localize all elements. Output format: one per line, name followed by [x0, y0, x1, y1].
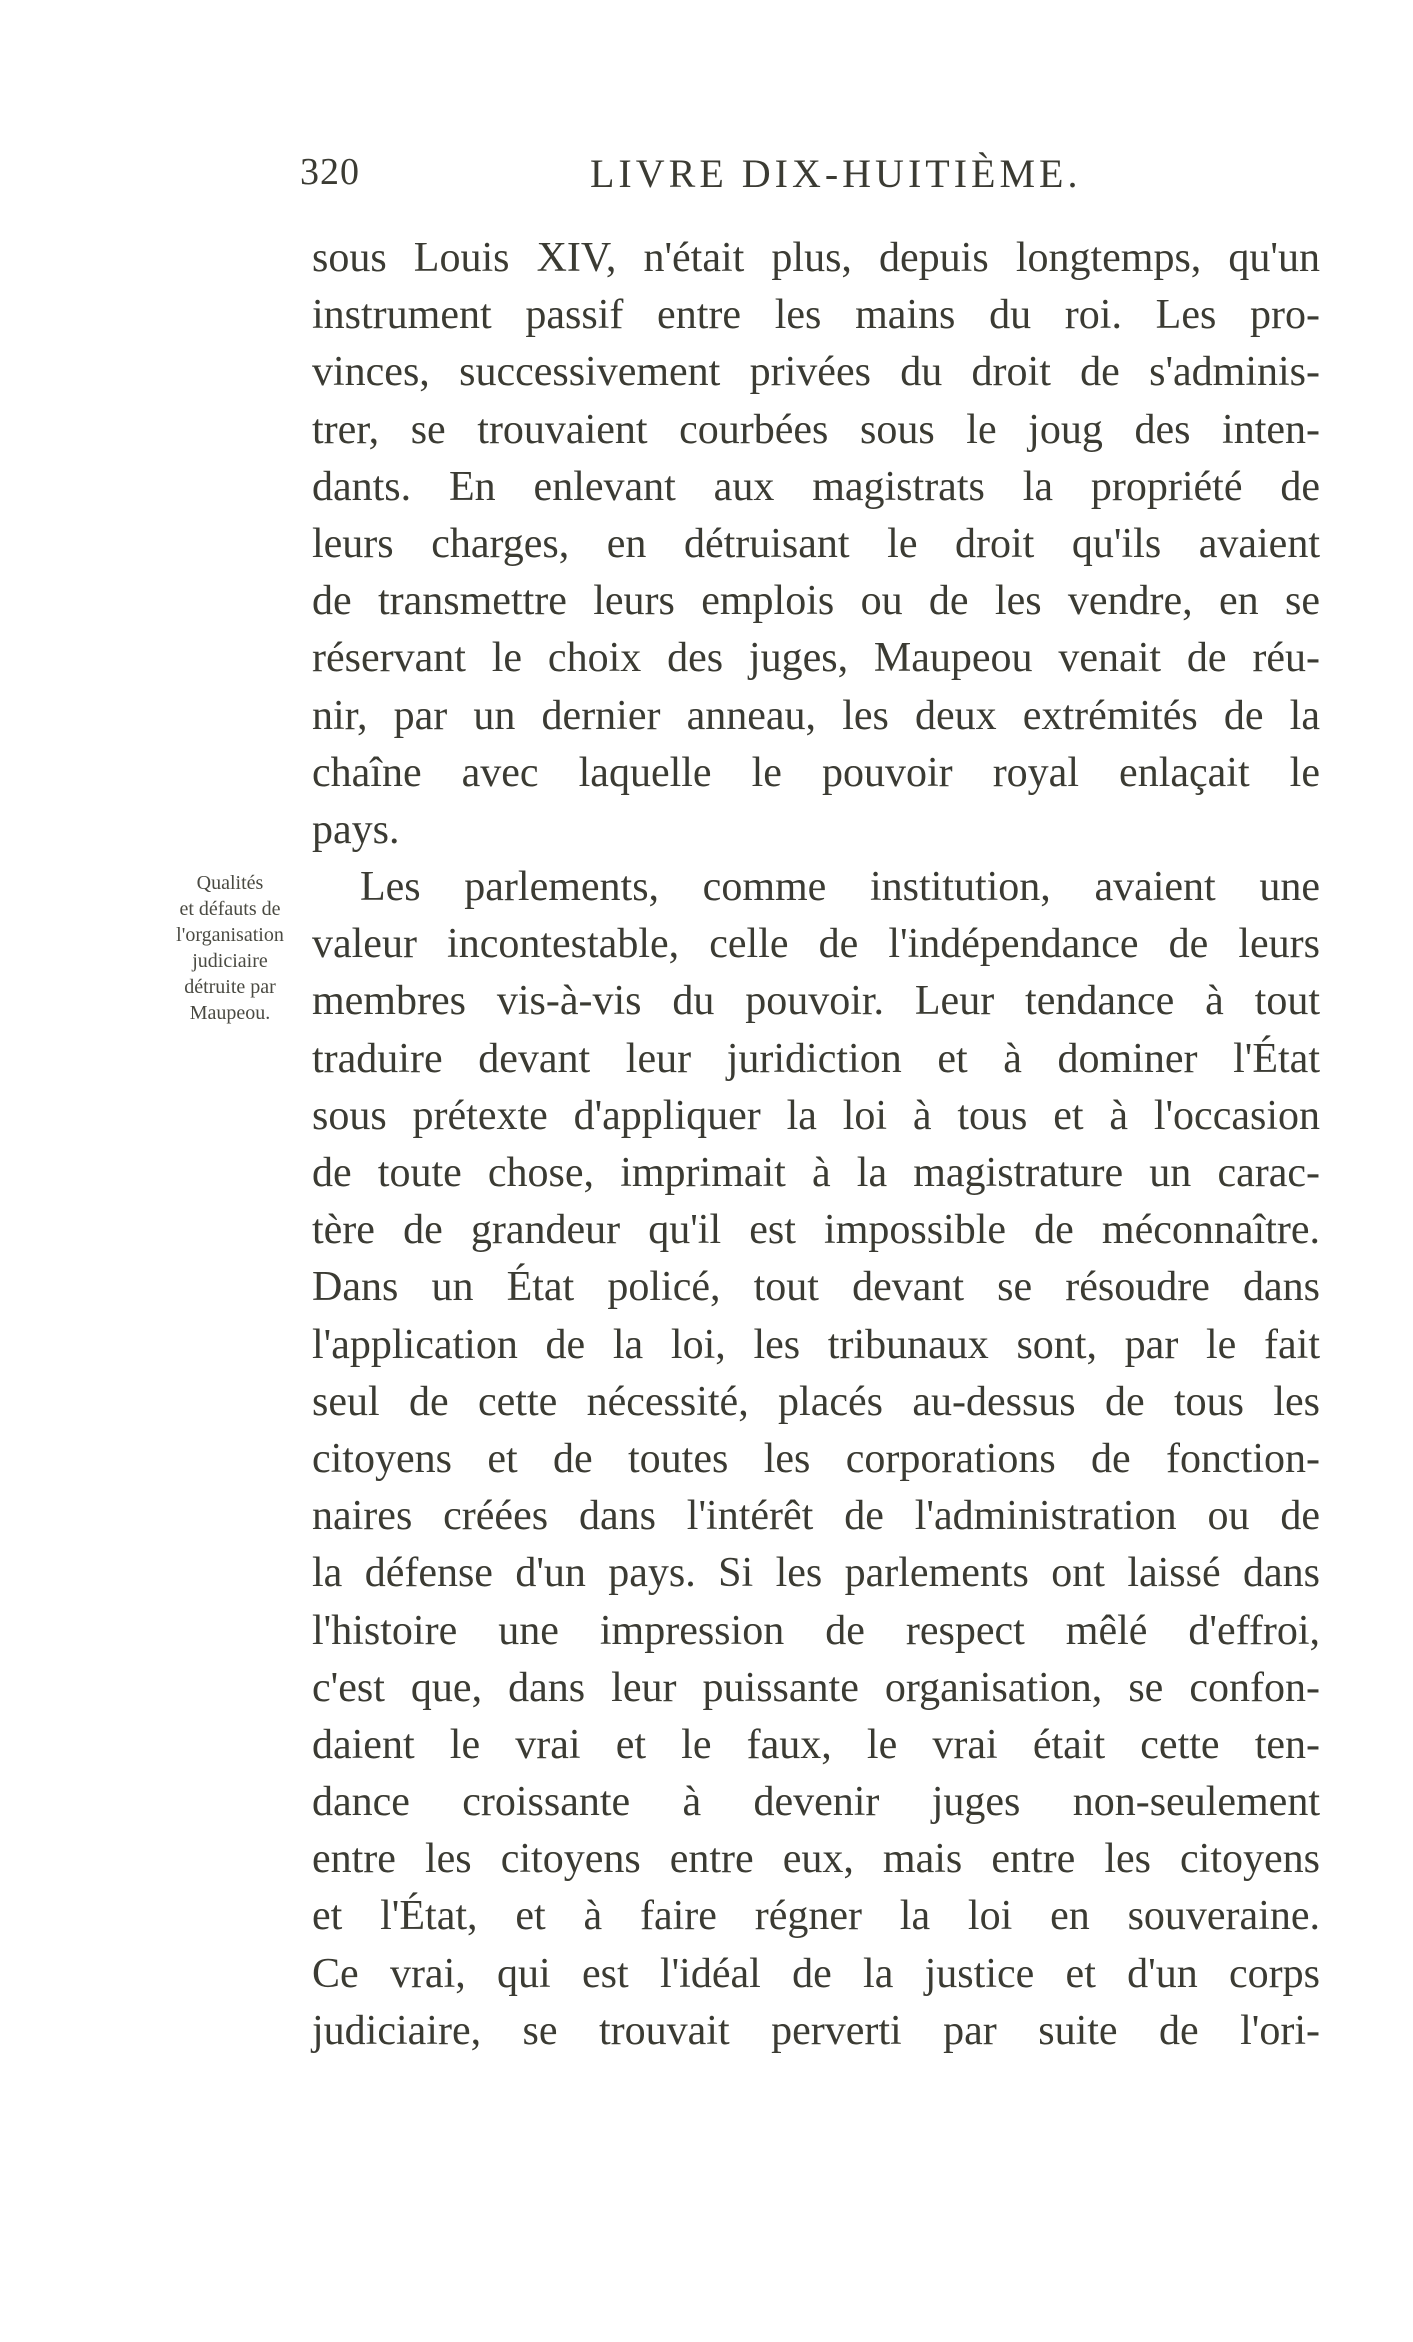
running-head [300, 150, 1320, 210]
body-text [312, 230, 1320, 2060]
text-line: la défense d'un pays. Si les parlements ont laissé dans [312, 1550, 1320, 1597]
text-line: instrument passif entre les mains du roi. Les pro- [312, 292, 1320, 339]
text-line: dance croissante à devenir juges non-seulement [312, 1779, 1320, 1826]
text-line-paragraph-start: Les parlements, comme institution, avaient une [360, 864, 1320, 911]
text-line: nir, par un dernier anneau, les deux extrémités de la [312, 692, 1320, 739]
text-line: seul de cette nécessité, placés au-dessus de tous les [312, 1378, 1320, 1425]
text-line: vinces, successivement privées du droit de s'adminis- [312, 349, 1320, 396]
marginal-note-line: et défauts de [179, 898, 281, 920]
marginal-note-line: judiciaire [192, 950, 268, 972]
text-line: sous prétexte d'appliquer la loi à tous et à l'occasion [312, 1092, 1320, 1139]
text-line: de toute chose, imprimait à la magistrature un carac- [312, 1150, 1320, 1196]
text-line: c'est que, dans leur puissante organisation, se confon- [312, 1664, 1320, 1711]
text-line: l'histoire une impression de respect mêlé d'effroi, [312, 1607, 1320, 1654]
text-line: tère de grandeur qu'il est impossible de méconnaître. [312, 1207, 1320, 1254]
text-line: judiciaire, se trouvait perverti par suite de l'ori- [312, 2007, 1320, 2054]
text-line: Dans un État policé, tout devant se résoudre dans [312, 1264, 1320, 1311]
text-line: de transmettre leurs emplois ou de les vendre, en se [312, 578, 1320, 625]
marginal-note-line: l'organisation [176, 924, 284, 946]
text-line: daient le vrai et le faux, le vrai était cette ten- [312, 1721, 1320, 1768]
marginal-note-line: Qualités [196, 872, 264, 894]
text-line: chaîne avec laquelle le pouvoir royal enlaçait le [312, 749, 1320, 796]
marginal-note-line: Maupeou. [189, 1002, 271, 1024]
text-line: membres vis-à-vis du pouvoir. Leur tendance à tout [312, 978, 1320, 1025]
page-number: 320 [300, 151, 360, 193]
text-line: naires créées dans l'intérêt de l'administration ou de [312, 1493, 1320, 1540]
text-line: valeur incontestable, celle de l'indépendance de leurs [312, 921, 1320, 968]
marginal-note [160, 870, 300, 1026]
marginal-note-line: détruite par [184, 976, 276, 998]
text-line: leurs charges, en détruisant le droit qu'ils avaient [312, 520, 1320, 567]
chapter-title: LIVRE DIX-HUITIÈME. [590, 151, 1082, 196]
text-line: Ce vrai, qui est l'idéal de la justice et d'un corps [312, 1950, 1320, 1997]
text-line: réservant le choix des juges, Maupeou venait de réu- [312, 635, 1320, 682]
text-line: citoyens et de toutes les corporations de fonction- [312, 1435, 1320, 1482]
text-line: entre les citoyens entre eux, mais entre les citoyens [312, 1836, 1320, 1883]
text-line: traduire devant leur juridiction et à dominer l'État [312, 1035, 1320, 1082]
text-line-paragraph-end: pays. [312, 806, 400, 853]
text-line: l'application de la loi, les tribunaux sont, par le fait [312, 1321, 1320, 1368]
text-line: dants. En enlevant aux magistrats la propriété de [312, 463, 1320, 510]
text-line: trer, se trouvaient courbées sous le joug des inten- [312, 406, 1320, 453]
text-line: sous Louis XIV, n'était plus, depuis longtemps, qu'un [312, 235, 1320, 281]
text-line: et l'État, et à faire régner la loi en souveraine. [312, 1893, 1320, 1940]
